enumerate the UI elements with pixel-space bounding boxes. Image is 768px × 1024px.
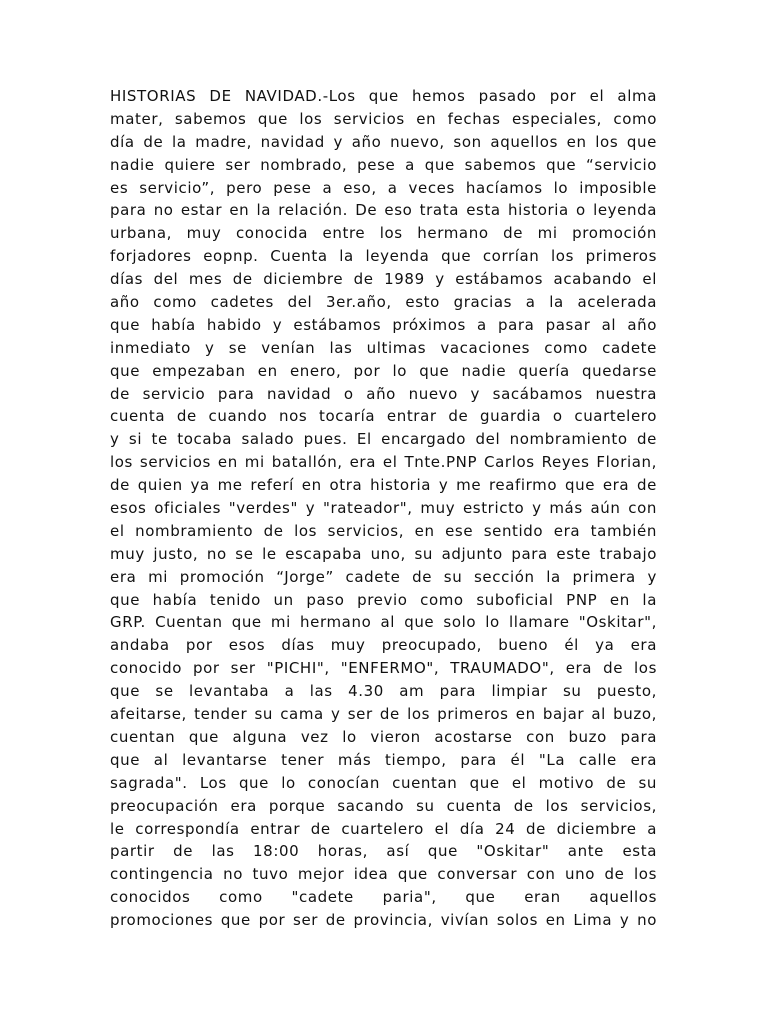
text-line: afeitarse, tender su cama y ser de los primeros en bajar al buzo,: [110, 705, 657, 724]
text-line: andaba por esos días muy preocupado, bueno él ya era: [110, 636, 657, 655]
text-line: que se levantaba a las 4.30 am para limpiar su puesto,: [110, 682, 657, 701]
text-line: esos oficiales "verdes" y "rateador", muy estricto y más aún con: [110, 499, 657, 518]
text-line: de quien ya me referí en otra historia y me reafirmo que era de: [110, 476, 657, 495]
text-line: contingencia no tuvo mejor idea que conversar con uno de los: [110, 865, 657, 884]
text-line: nadie quiere ser nombrado, pese a que sabemos que “servicio: [110, 155, 657, 174]
text-line: y si te tocaba salado pues. El encargado del nombramiento de: [110, 430, 657, 449]
text-line: cuentan que alguna vez lo vieron acostarse con buzo para: [110, 727, 657, 746]
text-line: le correspondía entrar de cuartelero el día 24 de diciembre a: [110, 819, 657, 838]
text-line: partir de las 18:00 horas, así que "Oskitar" ante esta: [110, 842, 657, 861]
text-line: los servicios en mi batallón, era el Tnte.PNP Carlos Reyes Florian,: [110, 453, 657, 472]
text-line: días del mes de diciembre de 1989 y estábamos acabando el: [110, 270, 657, 289]
text-line: era mi promoción “Jorge” cadete de su sección la primera y: [110, 567, 657, 586]
text-line: conocido por ser "PICHI", "ENFERMO", TRAUMADO", era de los: [110, 659, 657, 678]
text-line: es servicio”, pero pese a eso, a veces hacíamos lo imposible: [110, 178, 657, 197]
text-line: forjadores eopnp. Cuenta la leyenda que corrían los primeros: [110, 247, 657, 266]
text-line: día de la madre, navidad y año nuevo, son aquellos en los que: [110, 132, 657, 151]
text-line: que al levantarse tener más tiempo, para él "La calle era: [110, 750, 657, 769]
text-line: mater, sabemos que los servicios en fechas especiales, como: [110, 109, 657, 128]
text-line: el nombramiento de los servicios, en ese sentido era también: [110, 521, 657, 540]
text-line: que había tenido un paso previo como suboficial PNP en la: [110, 590, 657, 609]
text-line: urbana, muy conocida entre los hermano de mi promoción: [110, 224, 657, 243]
text-line: que empezaban en enero, por lo que nadie quería quedarse: [110, 361, 657, 380]
text-line: cuenta de cuando nos tocaría entrar de guardia o cuartelero: [110, 407, 657, 426]
text-line: para no estar en la relación. De eso trata esta historia o leyenda: [110, 201, 657, 220]
text-line: conocidos como "cadete paria", que eran aquellos: [110, 888, 657, 907]
text-line: que había habido y estábamos próximos a para pasar al año: [110, 315, 657, 334]
text-line: GRP. Cuentan que mi hermano al que solo lo llamare "Oskitar",: [110, 613, 657, 632]
text-line: muy justo, no se le escapaba uno, su adjunto para este trabajo: [110, 544, 657, 563]
text-line: promociones que por ser de provincia, vivían solos en Lima y no: [110, 911, 657, 930]
text-line: HISTORIAS DE NAVIDAD.-Los que hemos pasado por el alma: [110, 87, 657, 105]
text-line: año como cadetes del 3er.año, esto gracias a la acelerada: [110, 293, 657, 312]
story-paragraph: [110, 85, 657, 932]
text-line: inmediato y se venían las ultimas vacaciones como cadete: [110, 338, 657, 357]
text-line: preocupación era porque sacando su cuenta de los servicios,: [110, 796, 657, 815]
text-line: de servicio para navidad o año nuevo y sacábamos nuestra: [110, 384, 657, 403]
text-line: sagrada". Los que lo conocían cuentan que el motivo de su: [110, 773, 657, 792]
